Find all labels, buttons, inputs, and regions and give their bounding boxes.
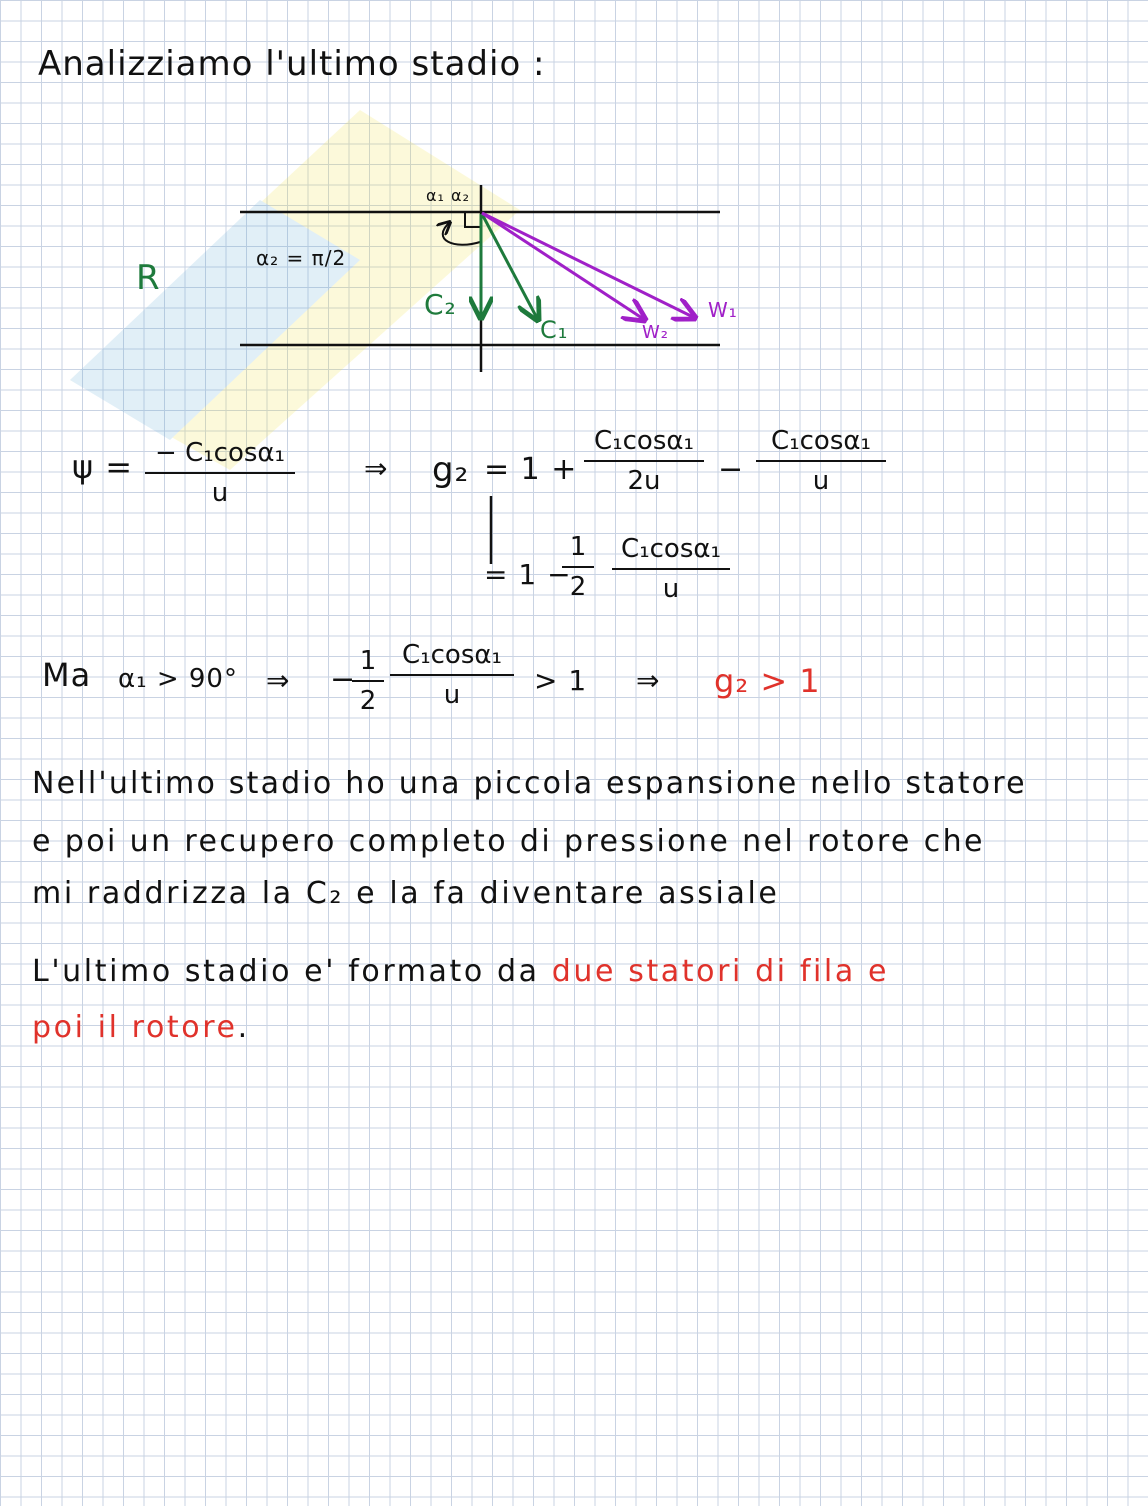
para1-line1: Nell'ultimo stadio ho una piccola espansione nello statore	[32, 766, 1027, 801]
angle-labels: α₁ α₂	[426, 186, 471, 205]
para2-line1-text: L'ultimo stadio e' formato da	[32, 954, 552, 989]
implies-arrow-2: ⇒	[266, 664, 291, 697]
page-heading: Analizziamo l'ultimo stadio :	[38, 44, 546, 84]
rotor-label: R	[136, 258, 161, 298]
implies-arrow-1: ⇒	[364, 452, 389, 485]
eq3-half: 1 2	[352, 646, 384, 716]
eq-connector	[486, 496, 496, 566]
para2-line1	[32, 954, 889, 989]
psi-numerator: − C₁cosα₁	[155, 438, 285, 468]
eq3-negative: −	[330, 662, 357, 697]
c1-label: C₁	[540, 316, 569, 344]
angle-arc	[443, 222, 480, 245]
eq3-ma: Ma	[42, 656, 92, 694]
eq3-condition: α₁ > 90°	[118, 664, 238, 694]
para2-line2	[32, 1010, 250, 1045]
velocity-triangle-diagram	[0, 0, 1148, 420]
g2-symbol: g₂	[432, 450, 470, 490]
eq1-equals-one-plus: = 1 +	[484, 452, 578, 487]
c2-label: C₂	[424, 288, 457, 321]
eq1-minus: −	[718, 452, 745, 487]
alpha2-label: α₂ = π/2	[256, 246, 347, 270]
w2-vector	[482, 213, 645, 320]
eq1-fraction-1: C₁cosα₁ 2u	[584, 426, 704, 496]
para2-line1-highlight: due statori di fila e	[551, 954, 890, 989]
w1-label: W₁	[708, 298, 738, 322]
right-angle-marker	[465, 212, 481, 227]
para1-line3: mi raddrizza la C₂ e la fa diventare assiale	[32, 876, 780, 911]
implies-arrow-3: ⇒	[636, 664, 661, 697]
eq1-fraction-2: C₁cosα₁ u	[756, 426, 886, 496]
w2-label: W₂	[642, 322, 670, 343]
eq2-fraction: C₁cosα₁ u	[612, 534, 730, 604]
psi-denominator: u	[211, 478, 229, 508]
eq3-fraction: C₁cosα₁ u	[390, 640, 514, 710]
eq3-result: g₂ > 1	[714, 662, 821, 700]
eq3-greater-one: > 1	[534, 664, 588, 697]
w1-vector	[482, 213, 695, 318]
para2-line2-end: .	[237, 1010, 250, 1045]
psi-symbol: ψ =	[72, 448, 134, 486]
psi-fraction	[145, 438, 295, 508]
eq2-prefix: = 1 −	[484, 558, 572, 591]
para1-line2: e poi un recupero completo di pressione nel rotore che	[32, 824, 985, 859]
eq2-half: 1 2	[562, 532, 594, 602]
para2-line2-highlight: poi il rotore	[32, 1010, 238, 1045]
